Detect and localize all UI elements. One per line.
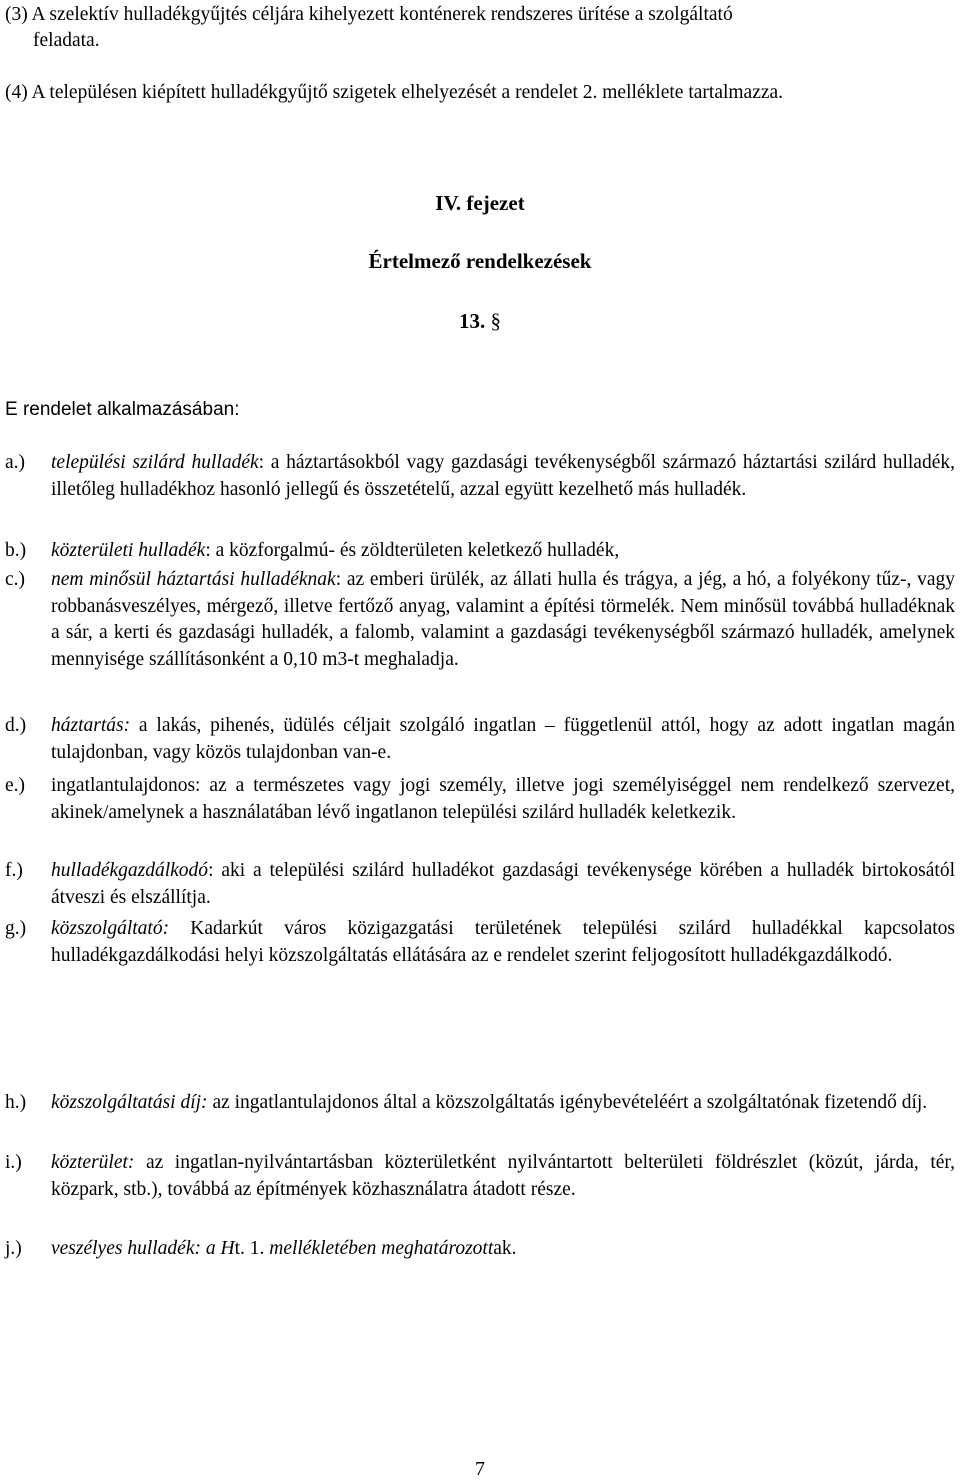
definition-a (5, 450, 955, 503)
definition-text: Kadarkút város közigazgatási területének települési szilárd hulladékkal kapcsolatos hulladékgazdálkodási helyi közszolgáltatás ellátására az e rendelet szerint feljogosított hulladékgazdálkodó. (51, 918, 955, 966)
definition-label: g.) (5, 918, 27, 939)
definition-term: közterület: (51, 1152, 135, 1173)
definition-label: i.) (5, 1152, 22, 1173)
definition-term: települési szilárd hulladék (51, 452, 259, 473)
definition-text: : aki a települési szilárd hulladékot gazdasági tevékenysége körében a hulladék birtokosától átveszi és elszállítja. (51, 860, 955, 908)
paragraph-4: (4) A településen kiépített hulladékgyűjtő szigetek elhelyezését a rendelet 2. melléklete tartalmazza. (5, 82, 784, 103)
definition-i (5, 1150, 955, 1203)
definition-text: az ingatlantulajdonos által a közszolgáltatás igénybevételéért a szolgáltatónak fizetendő díj. (207, 1092, 928, 1113)
paragraph-3-line2: feladata. (33, 30, 100, 51)
section-number-text: 13. (459, 309, 491, 333)
definition-label: b.) (5, 540, 27, 561)
definition-c (5, 567, 955, 673)
definition-text: : az emberi ürülék, az állati hulla és trágya, a jég, a hó, a folyékony tűz-, vagy robbanásveszélyes, mérgező, illetve fertőző anyag, valamint a építési törmelék. Nem minősül továbbá hulladéknak a sár, a kerti és gazdasági hulladék, a falomb, valamint a gazdasági tevékenységből származó hulladék, amelynek mennyisége szállításonként a 0,10 m3-t meghaladja. (51, 569, 955, 670)
definition-term: közterületi hulladék (51, 540, 206, 561)
definition-text: t. 1. (234, 1238, 270, 1259)
definition-label: d.) (5, 715, 27, 736)
definition-term: közszolgáltató: (51, 918, 170, 939)
definition-e (5, 773, 955, 826)
chapter-subtitle: Értelmező rendelkezések (368, 249, 592, 273)
definition-label: h.) (5, 1092, 27, 1113)
definition-label: c.) (5, 569, 26, 590)
definition-text: a lakás, pihenés, üdülés céljait szolgáló ingatlan – függetlenül attól, hogy az adott ingatlan magán tulajdonban, vagy közös tulajdonban van-e. (51, 715, 955, 763)
chapter-title: IV. fejezet (435, 191, 525, 215)
definition-text: : a háztartásokból vagy gazdasági tevékenységből származó háztartási szilárd hulladék, illetőleg hulladékhoz hasonló jellegű és összetételű, azzal együtt kezelhető más hulladék. (51, 452, 955, 500)
definition-term: nem minősül háztartási hulladéknak (51, 569, 336, 590)
paragraph-3 (5, 2, 955, 54)
definition-term: közszolgáltatási díj: (51, 1092, 208, 1113)
definition-text: az ingatlan-nyilvántartásban közterületként nyilvántartott belterületi földrészlet (közút, járda, tér, közpark, stb.), továbbá az építmények közhasználatra átadott része. (51, 1152, 955, 1200)
section-sign-icon: § (490, 309, 501, 333)
definition-text: : a közforgalmú- és zöldterületen keletkező hulladék, (205, 540, 620, 561)
intro-text: E rendelet alkalmazásában: (5, 399, 240, 420)
definition-term: veszélyes hulladék: a H (51, 1238, 235, 1259)
page-number: 7 (475, 1458, 485, 1480)
definition-text-2: ak. (493, 1238, 517, 1259)
definition-label: a.) (5, 452, 26, 473)
definition-b (5, 538, 955, 565)
definition-label: f.) (5, 860, 23, 881)
definition-term: háztartás: (51, 715, 131, 736)
definition-text: ingatlantulajdonos: az a természetes vagy jogi személy, illetve jogi személyiséggel nem rendelkező szervezet, akinek/amelynek a használatában lévő ingatlanon települési szilárd hulladék keletkezik. (51, 775, 955, 823)
definition-j (5, 1236, 955, 1263)
definition-term: hulladékgazdálkodó (51, 860, 209, 881)
definition-label: e.) (5, 775, 26, 796)
definition-f (5, 858, 955, 911)
section-number (0, 307, 960, 335)
definition-h (5, 1090, 955, 1117)
definition-d (5, 713, 955, 766)
definition-label: j.) (5, 1238, 22, 1259)
paragraph-3-line1: (3) A szelektív hulladékgyűjtés céljára kihelyezett konténerek rendszeres ürítése a szolgáltató (5, 4, 733, 25)
definition-g (5, 916, 955, 969)
definition-term-2: mellékletében meghatározott (269, 1238, 494, 1259)
